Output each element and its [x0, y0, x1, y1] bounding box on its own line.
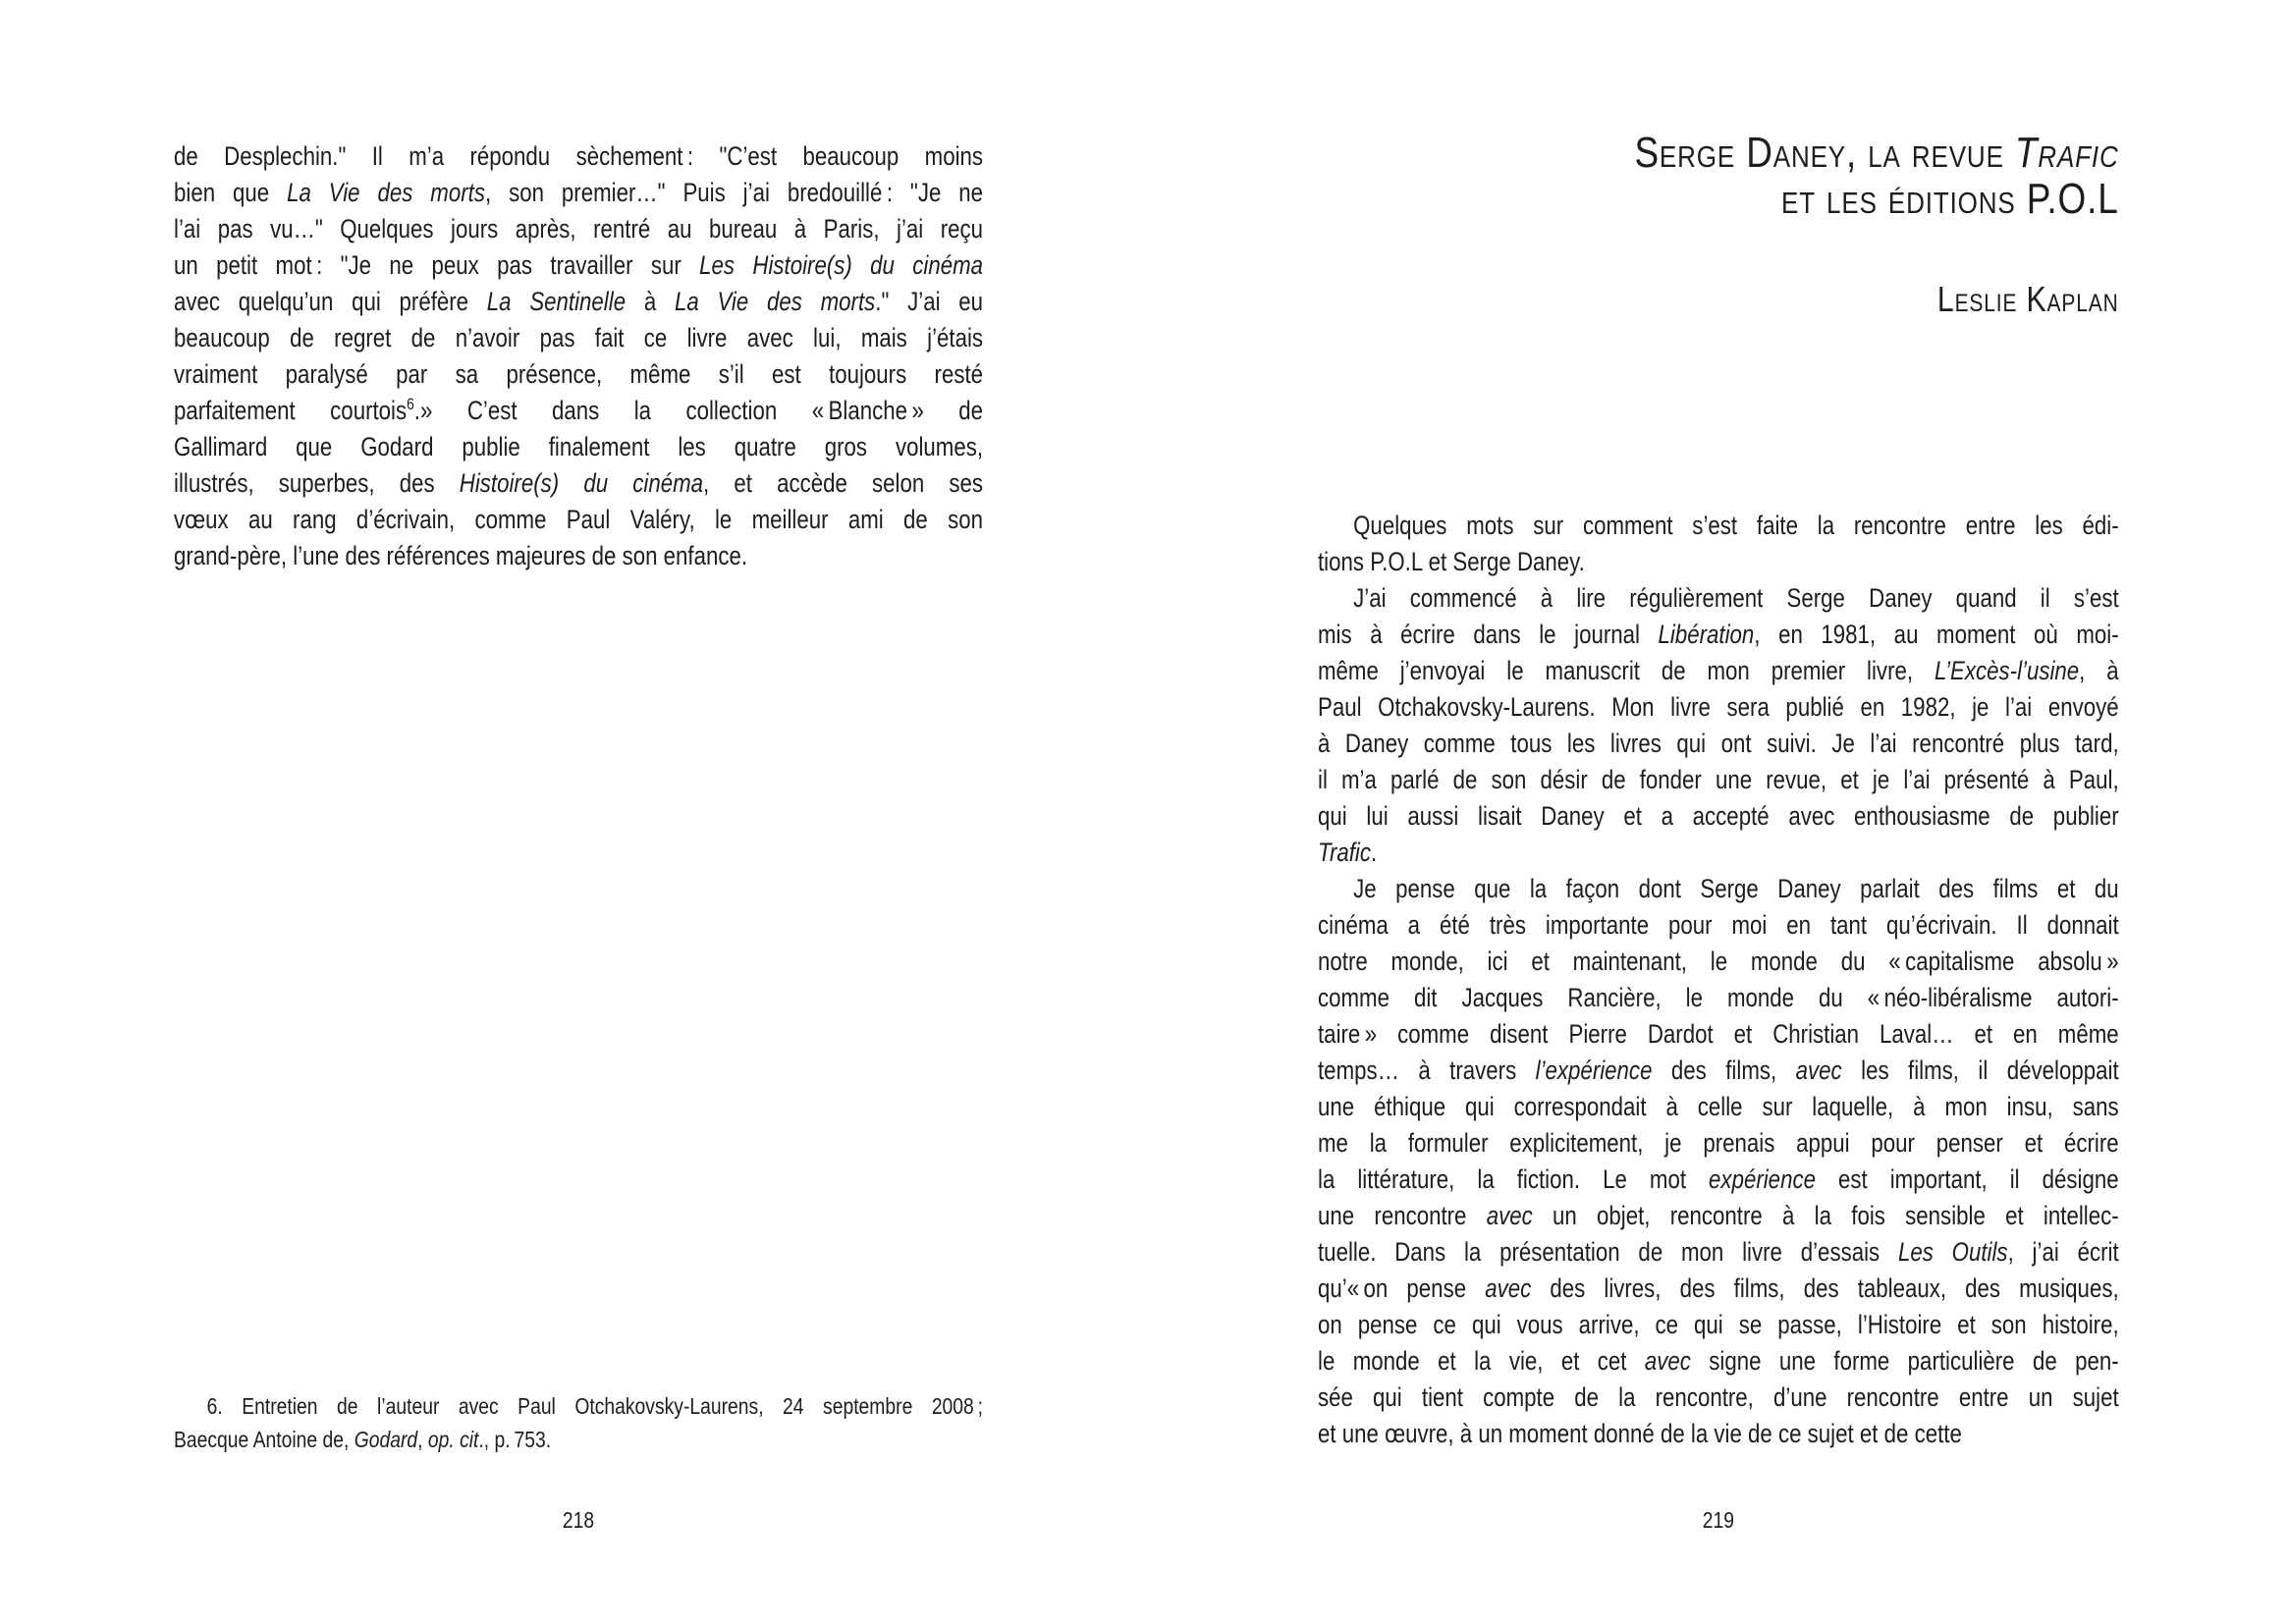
text-line: qu’« on pense avec des livres, des films, des tableaux, des musiques, — [1318, 1273, 2119, 1303]
text-line: l’ai pas vu…" Quelques jours après, rentré au bureau à Paris, j’ai reçu — [174, 214, 984, 244]
text-line: sée qui tient compte de la rencontre, d’une rencontre entre un sujet — [1318, 1382, 2119, 1412]
text-line: temps… à travers l’expérience des films, avec les films, il développait — [1318, 1056, 2119, 1085]
text-line: une rencontre avec un objet, rencontre à la fois sensible et intellec- — [1318, 1201, 2119, 1230]
page-right — [1318, 0, 2119, 1624]
text-line: et une œuvre, à un moment donné de la vie de ce sujet et de cette — [1318, 1419, 1962, 1448]
text-line: Gallimard que Godard publie finalement les quatre gros volumes, — [174, 432, 984, 461]
text-line: parfaitement courtois$^6$.» C’est dans la collection « Blanche » de — [174, 396, 984, 425]
text-line: vœux au rang d’écrivain, comme Paul Valéry, le meilleur ami de son — [174, 505, 984, 534]
text-line: tuelle. Dans la présentation de mon livre d’essais Les Outils, j’ai écrit — [1318, 1237, 2119, 1267]
text-line: comme dit Jacques Rancière, le monde du « néo-libéralisme autori- — [1318, 983, 2119, 1012]
right-body-text — [1318, 508, 2119, 1452]
text-line: à Daney comme tous les livres qui ont suivi. Je l’ai rencontré plus tard, — [1318, 729, 2119, 758]
text-line: cinéma a été très importante pour moi en tant qu’écrivain. Il donnait — [1318, 910, 2119, 940]
text-line: il m’a parlé de son désir de fonder une revue, et je l’ai présenté à Paul, — [1318, 765, 2119, 794]
text-line: avec quelqu’un qui préfère La Sentinelle à La Vie des morts." J’ai eu — [174, 287, 984, 316]
text-line: tions P.O.L et Serge Daney. — [1318, 547, 1585, 576]
text-line: le monde et la vie, et cet avec signe une forme particulière de pen- — [1318, 1346, 2119, 1376]
text-line: 6. Entretien de l’auteur avec Paul Otchakovsky-Laurens, 24 septembre 2008 ; — [206, 1393, 984, 1419]
page-number-left: 218 — [562, 1507, 595, 1533]
title-italic-trafic: Trafic — [2014, 129, 2119, 177]
text-line: notre monde, ici et maintenant, le monde du « capitalisme absolu » — [1318, 947, 2119, 976]
footnote — [174, 1389, 983, 1456]
text-line: Paul Otchakovsky-Laurens. Mon livre sera publié en 1982, je l’ai envoyé — [1318, 692, 2119, 722]
text-line: une éthique qui correspondait à celle sur laquelle, à mon insu, sans — [1318, 1092, 2119, 1121]
text-line: de Desplechin." Il m’a répondu sèchement : "C’est beaucoup moins — [174, 141, 984, 171]
text-line: vraiment paralysé par sa présence, même s’il est toujours resté — [174, 359, 984, 389]
text-line: Quelques mots sur comment s’est faite la rencontre entre les édi- — [1353, 511, 2119, 540]
page-left — [174, 0, 983, 1624]
author-name: Leslie Kaplan — [1936, 279, 2119, 319]
text-line: on pense ce qui vous arrive, ce qui se passe, l’Histoire et son histoire, — [1318, 1310, 2119, 1339]
text-line: même j’envoyai le manuscrit de mon premier livre, L’Excès-l’usine, à — [1318, 656, 2119, 685]
text-line: Baecque Antoine de, Godard, op. cit., p. 753. — [174, 1427, 552, 1452]
chapter-title — [1318, 130, 2119, 222]
text-line: Trafic. — [1318, 838, 1378, 867]
text-line: bien que La Vie des morts, son premier…" Puis j’ai bredouillé : "Je ne — [174, 178, 984, 207]
text-line: taire » comme disent Pierre Dardot et Christian Laval… et en même — [1318, 1019, 2119, 1049]
text-line: J’ai commencé à lire régulièrement Serge Daney quand il s’est — [1353, 583, 2119, 613]
text-line: un petit mot : "Je ne peux pas travailler sur Les Histoire(s) du cinéma — [174, 250, 984, 280]
text-line: beaucoup de regret de n’avoir pas fait ce livre avec lui, mais j’étais — [174, 323, 984, 352]
text-line: illustrés, superbes, des Histoire(s) du cinéma, et accède selon ses — [174, 468, 984, 498]
page-number-right: 219 — [1702, 1507, 1734, 1533]
text-line: la littérature, la fiction. Le mot expérience est important, il désigne — [1318, 1164, 2119, 1194]
text-line: grand-père, l’une des références majeures de son enfance. — [174, 541, 748, 570]
left-body-text — [174, 138, 983, 574]
text-line: mis à écrire dans le journal Libération, en 1981, au moment où moi- — [1318, 620, 2119, 649]
text-line: Je pense que la façon dont Serge Daney parlait des films et du — [1353, 874, 2119, 903]
chapter-title-line2: et les éditions P.O.L — [1780, 175, 2119, 223]
text-line: qui lui aussi lisait Daney et a accepté avec enthousiasme de publier — [1318, 801, 2119, 831]
chapter-title-line1: Serge Daney, la revue Trafic — [1634, 129, 2119, 177]
text-line: me la formuler explicitement, je prenais appui pour penser et écrire — [1318, 1128, 2119, 1158]
